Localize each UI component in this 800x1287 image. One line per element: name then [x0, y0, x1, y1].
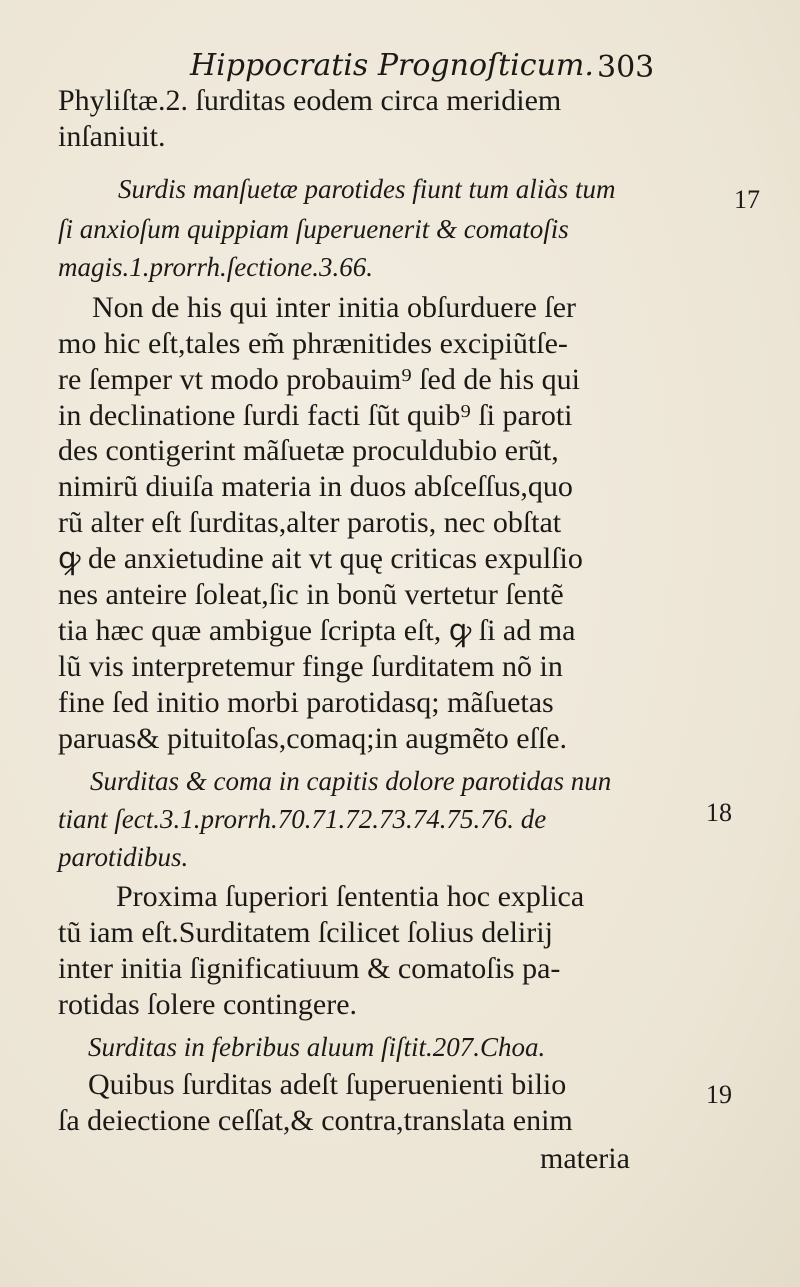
text-line: ꝙ de anxietudine ait vt quę criticas expulſio — [58, 542, 583, 575]
text-line: rũ alter eſt ſurditas,alter parotis, nec obſtat — [58, 506, 562, 539]
text-line: rotidas ſolere contingere. — [58, 988, 358, 1021]
note-line: Surditas in febribus aluum ſiſtit.207.Choa. — [88, 1032, 546, 1062]
text-line: Quibus ſurditas adeſt ſuperuenienti bilio — [88, 1068, 567, 1101]
margin-number-17: 17 — [734, 185, 760, 214]
text-line: ſa deiectione ceſſat,& contra,translata enim — [58, 1104, 573, 1137]
text-line: inter initia ſignificatiuum & comatoſis pa- — [58, 952, 561, 985]
note-line: Surdis manſuetæ parotides fiunt tum aliàs tum — [118, 174, 616, 204]
note-line: Surditas & coma in capitis dolore parotidas nun — [90, 766, 612, 796]
page-number: 303 — [597, 50, 655, 85]
text-line: des contigerint mãſuetæ proculdubio erũt, — [58, 434, 559, 467]
text-line: tia hæc quæ ambigue ſcripta eſt, ꝙ ſi ad ma — [58, 614, 576, 647]
note-line: ſi anxioſum quippiam ſuperuenerit & comatoſis — [58, 214, 569, 244]
text-line: nimirũ diuiſa materia in duos abſceſſus,quo — [58, 470, 573, 503]
text-line: fine ſed initio morbi parotidasq; mãſuetas — [58, 686, 554, 719]
text-line: Phyliſtæ.2. ſurditas eodem circa meridiem — [58, 84, 562, 117]
note-line: magis.1.prorrh.ſectione.3.66. — [58, 252, 373, 282]
catchword: materia — [540, 1142, 630, 1175]
text-line: inſaniuit. — [58, 120, 166, 153]
text-line: re ſemper vt modo probauim⁹ ſed de his qui — [58, 363, 581, 396]
text-line: mo hic eſt,tales em̃ phrænitides excipiũtſe- — [58, 327, 568, 360]
text-line: in declinatione ſurdi facti ſũt quib⁹ ſi paroti — [58, 399, 573, 432]
note-line: tiant ſect.3.1.prorrh.70.71.72.73.74.75.76. de — [58, 804, 547, 834]
note-line: parotidibus. — [58, 842, 189, 872]
text-line: Proxima ſuperiori ſententia hoc explica — [116, 880, 585, 913]
margin-number-18: 18 — [706, 798, 732, 827]
running-head: Hippocratis Prognoſticum. — [190, 48, 594, 83]
text-line: paruas& pituitoſas,comaq;in augmẽto eſſe. — [58, 722, 568, 755]
text-line: tũ iam eſt.Surditatem ſcilicet ſolius delirij — [58, 916, 553, 949]
text-line: nes anteire ſoleat,ſic in bonũ vertetur ſentẽ — [58, 578, 564, 611]
text-line: lũ vis interpretemur finge ſurditatem nõ in — [58, 650, 563, 683]
margin-number-19: 19 — [706, 1080, 732, 1109]
text-line: Non de his qui inter initia obſurduere ſer — [92, 291, 577, 324]
